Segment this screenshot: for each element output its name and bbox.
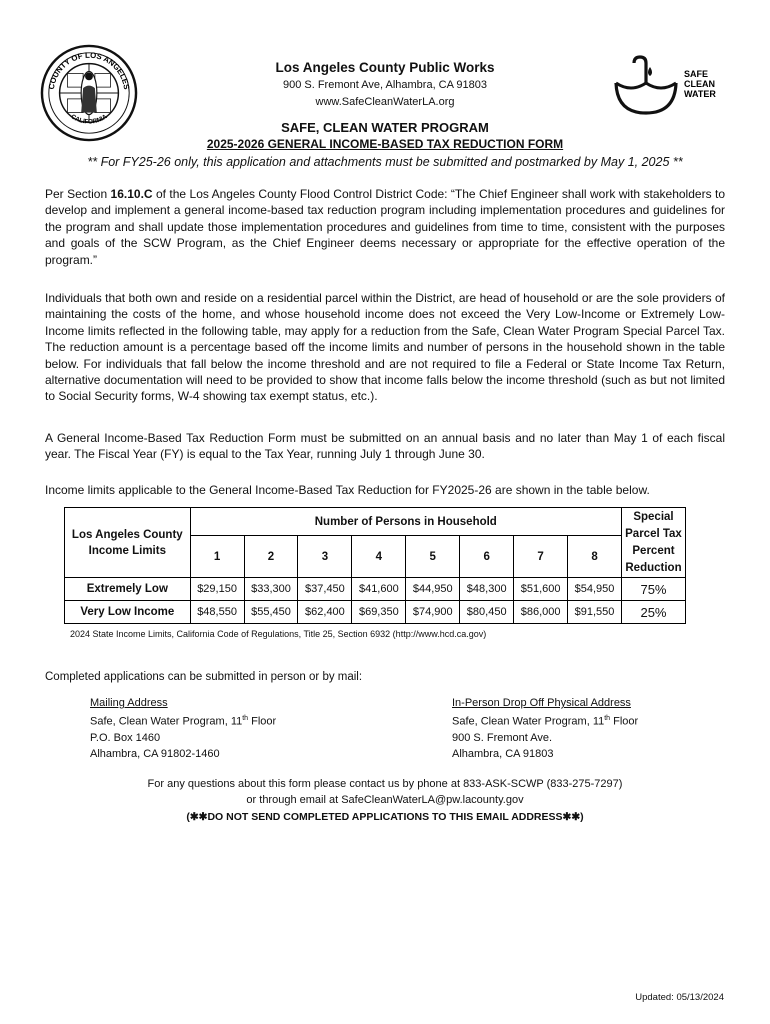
dropoff-address-heading: In-Person Drop Off Physical Address [452,697,631,709]
seal-text-bottom: CALIFORNIA [69,113,109,126]
paragraph-annual-submission: A General Income-Based Tax Reduction Form must be submitted on an annual basis and no later than May 1 of each fiscal year. The Fiscal Year (FY) is equal to the Tax Year, running July 1 through June 30. [45,431,725,462]
persons-count: 5 [406,536,460,578]
submission-intro: Completed applications can be submitted in person or by mail: [45,671,363,683]
mailing-address-line: P.O. Box 1460 [90,731,161,744]
agency-website: www.SafeCleanWaterLA.org [315,96,455,108]
income-limit-cell: $44,950 [406,578,460,601]
program-title: SAFE, CLEAN WATER PROGRAM [281,120,489,135]
income-limit-cell: $29,150 [190,578,244,601]
persons-count: 4 [352,536,406,578]
reduction-percent: 25% [621,601,685,624]
dropoff-address-block [452,695,638,762]
agency-name: Los Angeles County Public Works [275,60,495,75]
persons-count: 7 [514,536,568,578]
paragraph-code-section: Per Section 16.10.C of the Los Angeles County Flood Control District Code: “The Chief Engineer shall work with stakeholders to develop and implement a general income-based tax reduction program including implementation procedures and guidelines for the program and shall update those implementation procedures and guidelines from time to time, consistent with the purposes and goals of the SCW Program, as the Chief Engineer deems necessary or appropriate for the effective operation of the program.” [45,187,725,267]
income-category-label: Very Low Income [65,601,191,624]
mailing-address-line: Alhambra, CA 91802-1460 [90,747,220,760]
reduction-header: Special Parcel Tax Percent Reduction [621,508,685,578]
persons-count: 3 [298,536,352,578]
contact-phone: For any questions about this form please contact us by phone at 833-ASK-SCWP (833-275-7297) [147,778,623,790]
safe-clean-water-logo-icon [614,55,724,115]
reduction-percent: 75% [621,578,685,601]
income-limit-cell: $37,450 [298,578,352,601]
table-row [65,601,686,624]
logo-text-clean: CLEAN [684,79,715,89]
paragraph-income-limits-intro: Income limits applicable to the General Income-Based Tax Reduction for FY2025-26 are shown in the table below. [45,483,650,497]
income-category-label: Extremely Low [65,578,191,601]
income-limit-cell: $51,600 [514,578,568,601]
income-limit-cell: $33,300 [244,578,298,601]
persons-group-header: Number of Persons in Household [190,508,621,536]
dropoff-address-line: Alhambra, CA 91803 [452,747,554,760]
income-limit-cell: $48,300 [460,578,514,601]
income-limit-cell: $41,600 [352,578,406,601]
persons-count: 2 [244,536,298,578]
contact-email: or through email at SafeCleanWaterLA@pw.lacounty.gov [246,794,524,806]
income-limit-cell: $91,550 [568,601,622,624]
income-limit-cell: $69,350 [352,601,406,624]
deadline-note: ** For FY25-26 only, this application and attachments must be submitted and postmarked by May 1, 2025 ** [87,155,683,169]
income-limits-table [64,507,686,624]
persons-count: 6 [460,536,514,578]
updated-date: Updated: 05/13/2024 [635,992,724,1003]
table-source-note: 2024 State Income Limits, California Code of Regulations, Title 25, Section 6932 (http://www.hcd.ca.gov) [70,629,487,639]
income-limit-cell: $54,950 [568,578,622,601]
persons-count: 1 [190,536,244,578]
mailing-address-line: Safe, Clean Water Program, 11th Floor [90,715,277,728]
row-header: Los Angeles County Income Limits [65,508,191,578]
logo-text-safe: SAFE [684,69,709,79]
seal-text-top: COUNTY OF LOS ANGELES [46,50,132,91]
mailing-address-heading: Mailing Address [90,697,168,709]
income-limit-cell: $74,900 [406,601,460,624]
email-warning: (✱✱DO NOT SEND COMPLETED APPLICATIONS TO THIS EMAIL ADDRESS✱✱) [186,811,584,823]
dropoff-address-line: 900 S. Fremont Ave. [452,731,553,744]
income-limit-cell: $80,450 [460,601,514,624]
income-limit-cell: $62,400 [298,601,352,624]
income-limit-cell: $55,450 [244,601,298,624]
agency-address: 900 S. Fremont Ave, Alhambra, CA 91803 [282,79,488,91]
paragraph-eligibility: Individuals that both own and reside on a residential parcel within the District, are head of household or are the sole providers of maintaining the costs of the home, and whose household income does not exceed the Very Low-Income or Extremely Low-Income limits reflected in the following table, may apply for a reduction from the Safe, Clean Water Program Special Parcel Tax. The reduction amount is a percentage based off the income limits and number of persons in the household shown in the table below. For individuals that fall below the income threshold and are not required to file a Federal or State Income Tax Return, alternative documentation will need to be provided to show that income falls below the income threshold (such as but not limited to Social Security forms, W-4 showing tax exempt status, etc.). [45,291,725,404]
table-row [65,578,686,601]
income-limit-cell: $48,550 [190,601,244,624]
persons-count: 8 [568,536,622,578]
mailing-address-block [90,695,276,762]
form-title: 2025-2026 GENERAL INCOME-BASED TAX REDUCTION FORM [206,137,564,151]
logo-text-water: WATER [684,89,716,99]
dropoff-address-line: Safe, Clean Water Program, 11th Floor [452,715,639,728]
income-limit-cell: $86,000 [514,601,568,624]
section-number: 16.10.C [110,187,153,201]
